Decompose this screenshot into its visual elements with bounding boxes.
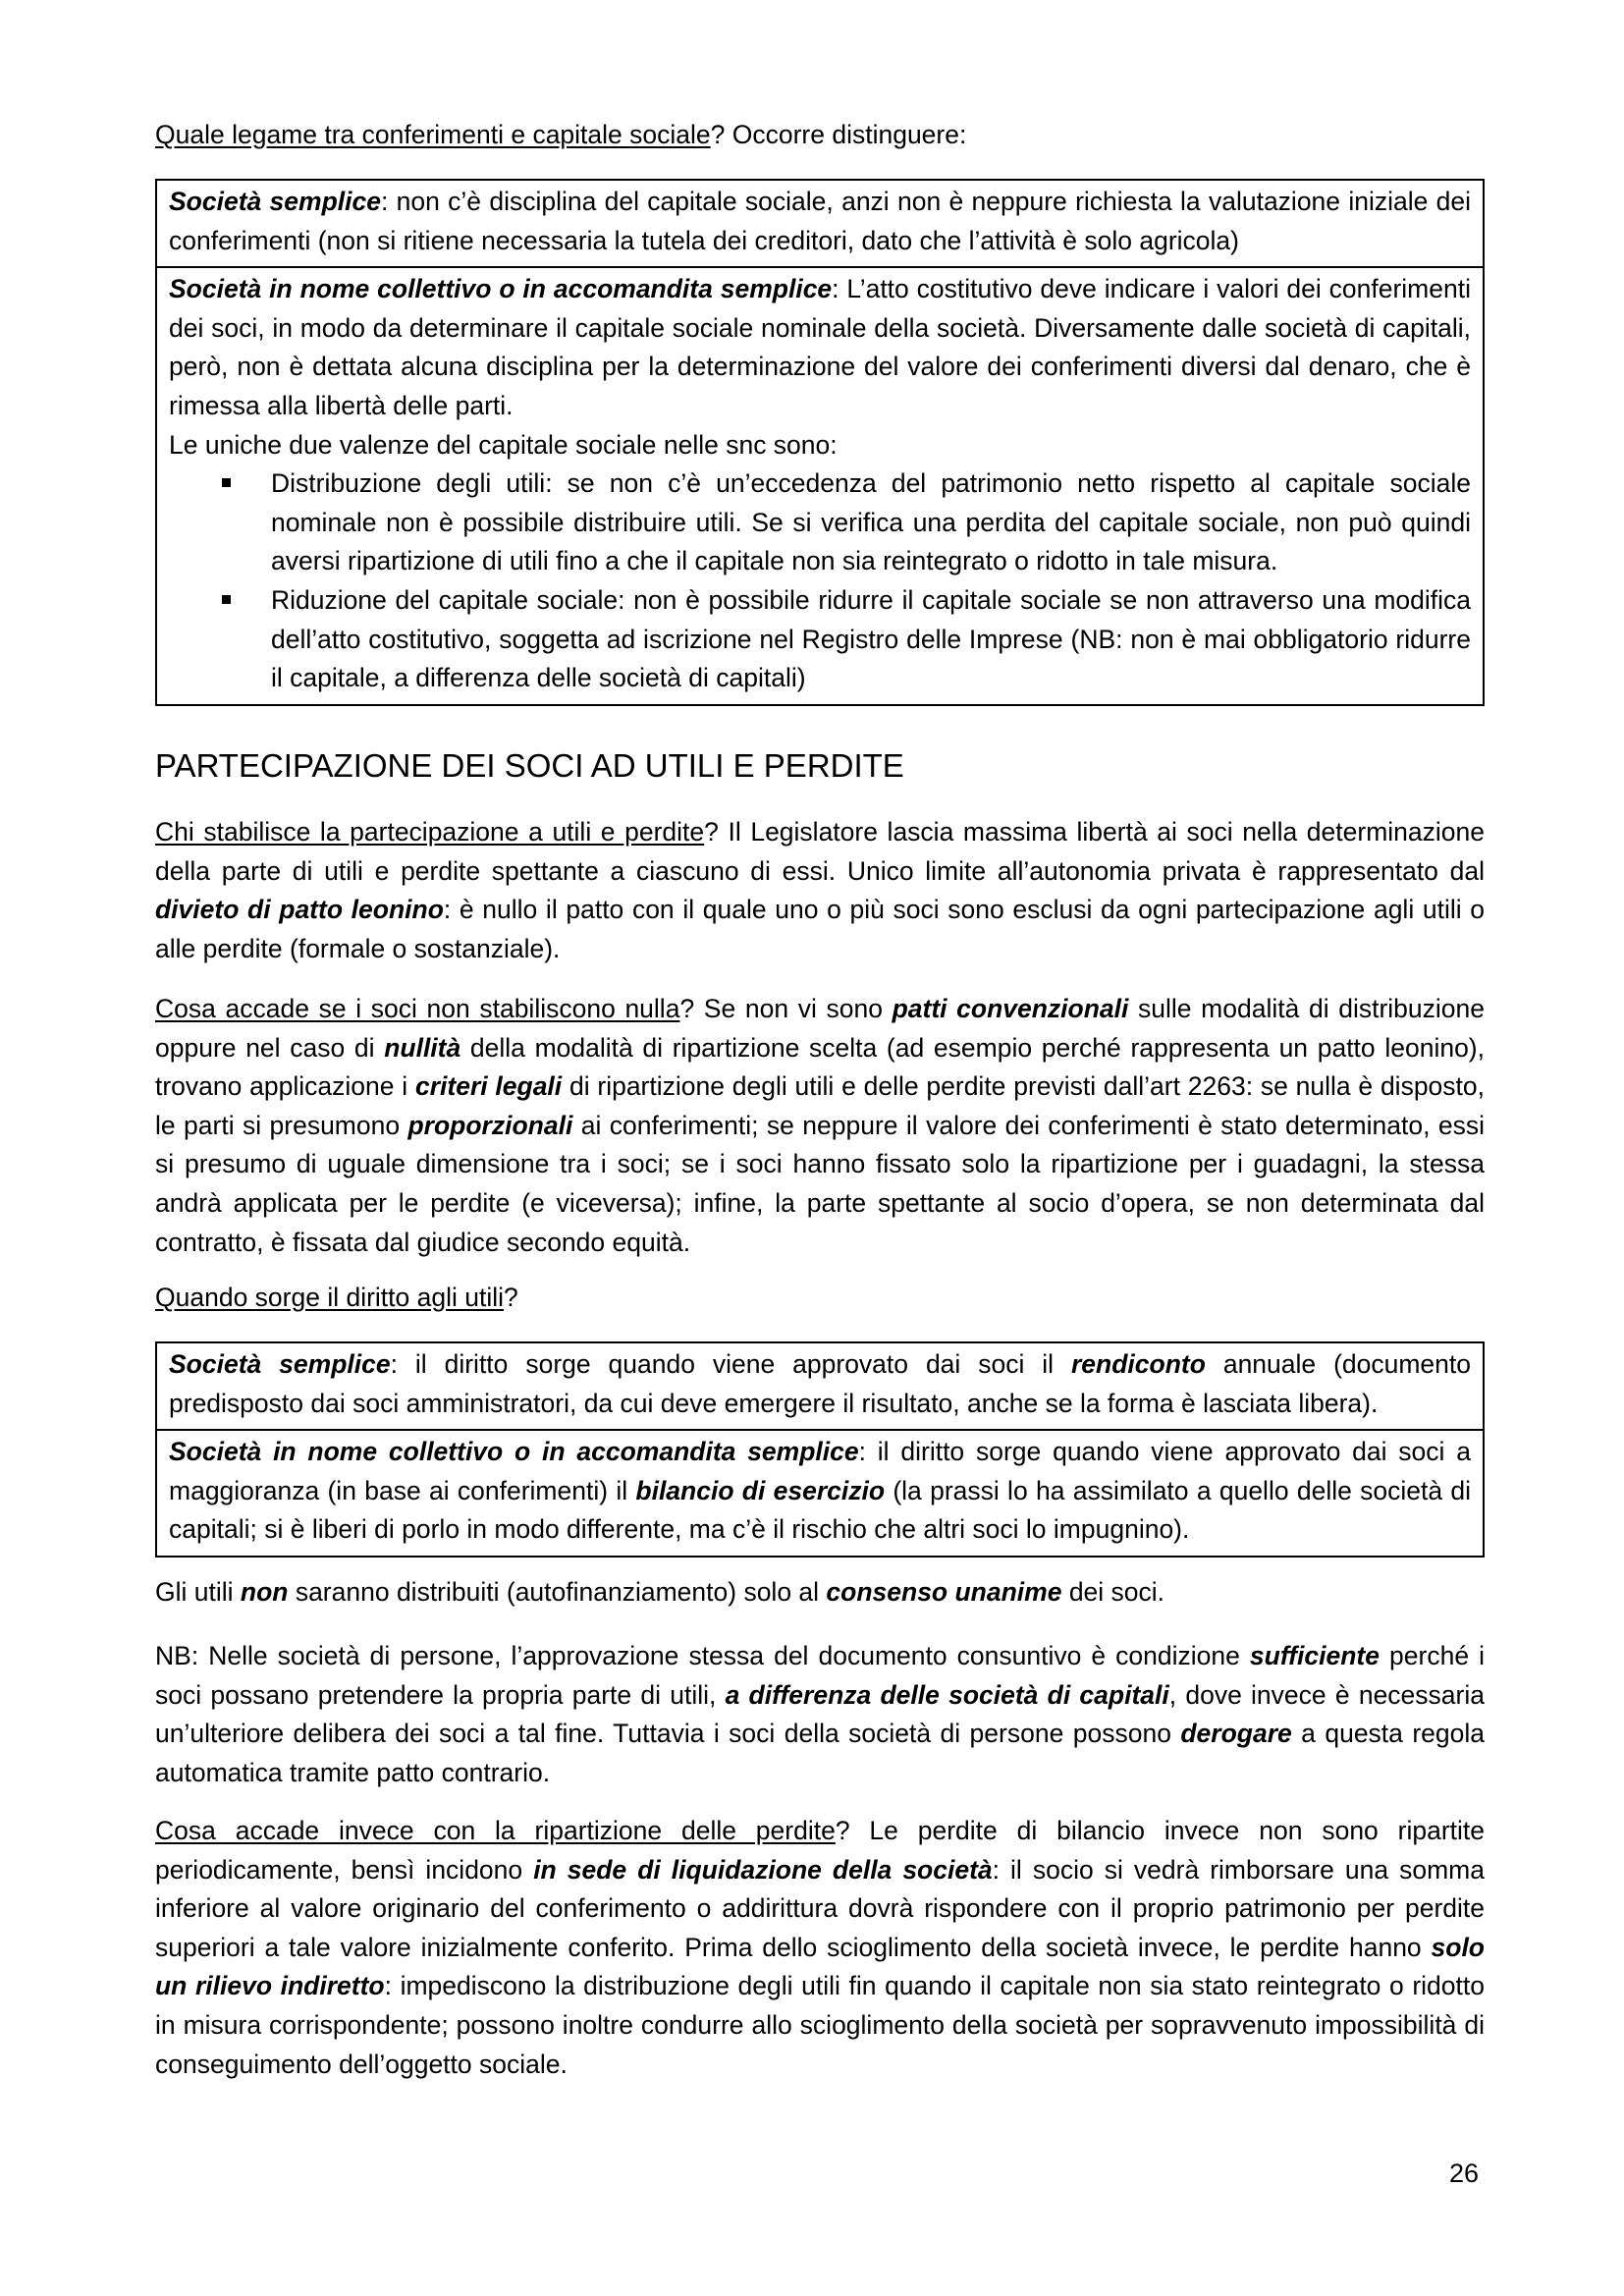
bullet-square-icon [222, 478, 231, 487]
list-item [169, 465, 1471, 581]
text: perché i soci possano pretendere la propria parte di utili, [155, 1641, 1485, 1710]
emphasis: consenso unanime [826, 1577, 1062, 1607]
text: di ripartizione degli utili e delle perdite previsti dall’art 2263: se nulla è disposto, le parti si presumono [155, 1071, 1486, 1140]
question-text: Cosa accade invece con la ripartizione delle perdite [155, 1816, 836, 1845]
row-text: : L’atto costitutivo deve indicare i valori dei conferimenti dei soci, in modo da determinare il capitale sociale nominale della società. Diversamente dalle società di capitali, però, non è dettata alcuna disciplina per la determinazione del valore dei conferimenti diversi dal denaro, che è rimessa alla libertà delle parti. [169, 274, 1471, 420]
section-heading: PARTECIPAZIONE DEI SOCI AD UTILI E PERDITE [155, 747, 904, 784]
text: : il diritto sorge quando viene approvato dai soci il [390, 1349, 1071, 1379]
text: , dove invece è necessaria un’ulteriore delibera dei soci a tal fine. Tuttavia i soci della società di persone possono [155, 1679, 1485, 1749]
emphasis: sufficiente [1249, 1641, 1380, 1670]
text: : impediscono la distribuzione degli utili fin quando il capitale non sia stato reintegrato o ridotto in misura corrispondente; possono inoltre condurre allo scioglimento della società per sopravvenuto impossibilità di conseguimento dell’oggetto sociale. [155, 1971, 1485, 2079]
paragraph-autofinanziamento [155, 1573, 1485, 1613]
emphasis: a differenza delle società di capitali [725, 1679, 1169, 1710]
list-item [169, 581, 1471, 698]
utili-row-societa-semplice [157, 1343, 1483, 1429]
text: : il diritto sorge quando viene approvato dai soci a maggioranza (in base ai conferimenti) il [169, 1437, 1471, 1505]
bullet-list [169, 465, 1471, 698]
emphasis: solo un rilievo indiretto [155, 1932, 1485, 2001]
text: NB: Nelle società di persone, l’approvazione stessa del documento consuntivo è condizione [155, 1641, 1250, 1670]
question-suffix: ? Occorre distinguere: [710, 120, 967, 149]
term-societa-semplice: Società semplice [169, 1349, 391, 1379]
text: ? Se non vi sono [679, 994, 893, 1023]
paragraph-perdite [155, 1812, 1485, 2084]
emphasis: proporzionali [407, 1110, 573, 1140]
text: : il socio si vedrà rimborsare una somma inferiore al valore originario del conferimento o addirittura dovrà rispondere con il proprio patrimonio per perdite superiori a tale valore inizialmente conferito. Prima dello scioglimento della società invece, le perdite hanno [155, 1854, 1485, 1962]
text: : è nullo il patto con il quale uno o più soci sono esclusi da ogni partecipazione agli utili o alle perdite (formale o sostanziale). [155, 895, 1486, 963]
text: (la prassi lo ha assimilato a quello delle società di capitali; si è liberi di porlo in modo differente, ma c’è il rischio che altri soci lo impugnino). [169, 1475, 1471, 1545]
utili-row-snc-sas [157, 1429, 1483, 1556]
emphasis: rendiconto [1070, 1349, 1206, 1379]
emphasis: bilancio di esercizio [635, 1475, 886, 1505]
capital-table [155, 179, 1485, 706]
question-text: Quando sorge il diritto agli utili [155, 1283, 504, 1312]
bullet-square-icon [222, 595, 231, 604]
paragraph-nb [155, 1637, 1485, 1792]
emphasis: criteri legali [414, 1071, 563, 1102]
emphasis: patti convenzionali [892, 994, 1129, 1023]
paragraph-partecipazione [155, 813, 1485, 968]
term-snc-sas: Società in nome collettivo o in accomandita semplice [169, 1437, 859, 1467]
question-text: Cosa accade se i soci non stabiliscono nulla [155, 994, 680, 1023]
question-text: Chi stabilisce la partecipazione a utili e perdite [155, 817, 705, 847]
text: Gli utili [155, 1577, 241, 1607]
emphasis: derogare [1180, 1719, 1292, 1749]
utili-table [155, 1341, 1485, 1558]
question-capital [155, 116, 1485, 155]
text: della modalità di ripartizione scelta (ad esempio perché rappresenta un patto leonino), trovano applicazione i [155, 1032, 1485, 1102]
text: sulle modalità di distribuzione oppure nel caso di [155, 994, 1485, 1063]
emphasis: divieto di patto leonino [155, 895, 444, 925]
emphasis: nullità [384, 1032, 461, 1063]
capital-row-snc-sas [157, 266, 1483, 704]
text: ? Le perdite di bilancio invece non sono ripartite periodicamente, bensì incidono [155, 1816, 1486, 1885]
text: ai conferimenti; se neppure il valore dei conferimenti è stato determinato, essi si presumo di uguale dimensione tra i soci; se i soci hanno fissato solo la ripartizione per i guadagni, la stessa andrà applicata per le perdite (e viceversa); infine, la parte spettante al socio d’opera, se non determinata dal contratto, è fissata dal giudice secondo equità. [155, 1110, 1485, 1257]
text: saranno distribuiti (autofinanziamento) solo al [288, 1577, 827, 1607]
text: ? [504, 1283, 518, 1312]
text: annuale (documento predisposto dai soci amministratori, da cui deve emergere il risultato, anche se la forma è lasciata libera). [169, 1349, 1472, 1418]
bullet-text: Riduzione del capitale sociale: non è possibile ridurre il capitale sociale se non attraverso una modifica dell’atto costitutivo, soggetta ad iscrizione nel Registro delle Imprese (NB: non è mai obbligatorio ridurre il capitale, a differenza delle società di capitali) [271, 584, 1471, 693]
capital-row-societa-semplice [157, 181, 1483, 266]
bullet-text: Distribuzione degli utili: se non c’è un’eccedenza del patrimonio netto rispetto al capitale sociale nominale non è possibile distribuire utili. Se si verifica una perdita del capitale sociale, non può quindi aversi ripartizione di utili fino a che il capitale non sia reintegrato o ridotto in tale misura. [271, 468, 1471, 576]
term-societa-semplice: Società semplice [169, 187, 381, 216]
term-snc-sas: Società in nome collettivo o in accomandita semplice [169, 274, 833, 304]
emphasis: in sede di liquidazione della società [533, 1854, 993, 1885]
text: dei soci. [1061, 1577, 1165, 1607]
paragraph-criteri-legali [155, 990, 1485, 1262]
text: ? Il Legislatore lascia massima libertà ai soci nella determinazione della parte di utili e perdite spettante a ciascuno di essi. Unico limite all’autonomia privata è rappresentato dal [155, 817, 1485, 886]
text: a questa regola automatica tramite patto contrario. [155, 1719, 1485, 1787]
page-number: 26 [1448, 2159, 1479, 2188]
emphasis: non [240, 1577, 289, 1607]
question-text: Quale legame tra conferimenti e capitale sociale [155, 120, 711, 149]
question-diritto-utili [155, 1279, 1485, 1318]
bullets-intro: Le uniche due valenze del capitale sociale nelle snc sono: [169, 429, 838, 460]
row-text: : non c’è disciplina del capitale sociale, anzi non è neppure richiesta la valutazione iniziale dei conferimenti (non si ritiene necessaria la tutela dei creditori, dato che l’attività è solo agricola) [169, 187, 1471, 255]
